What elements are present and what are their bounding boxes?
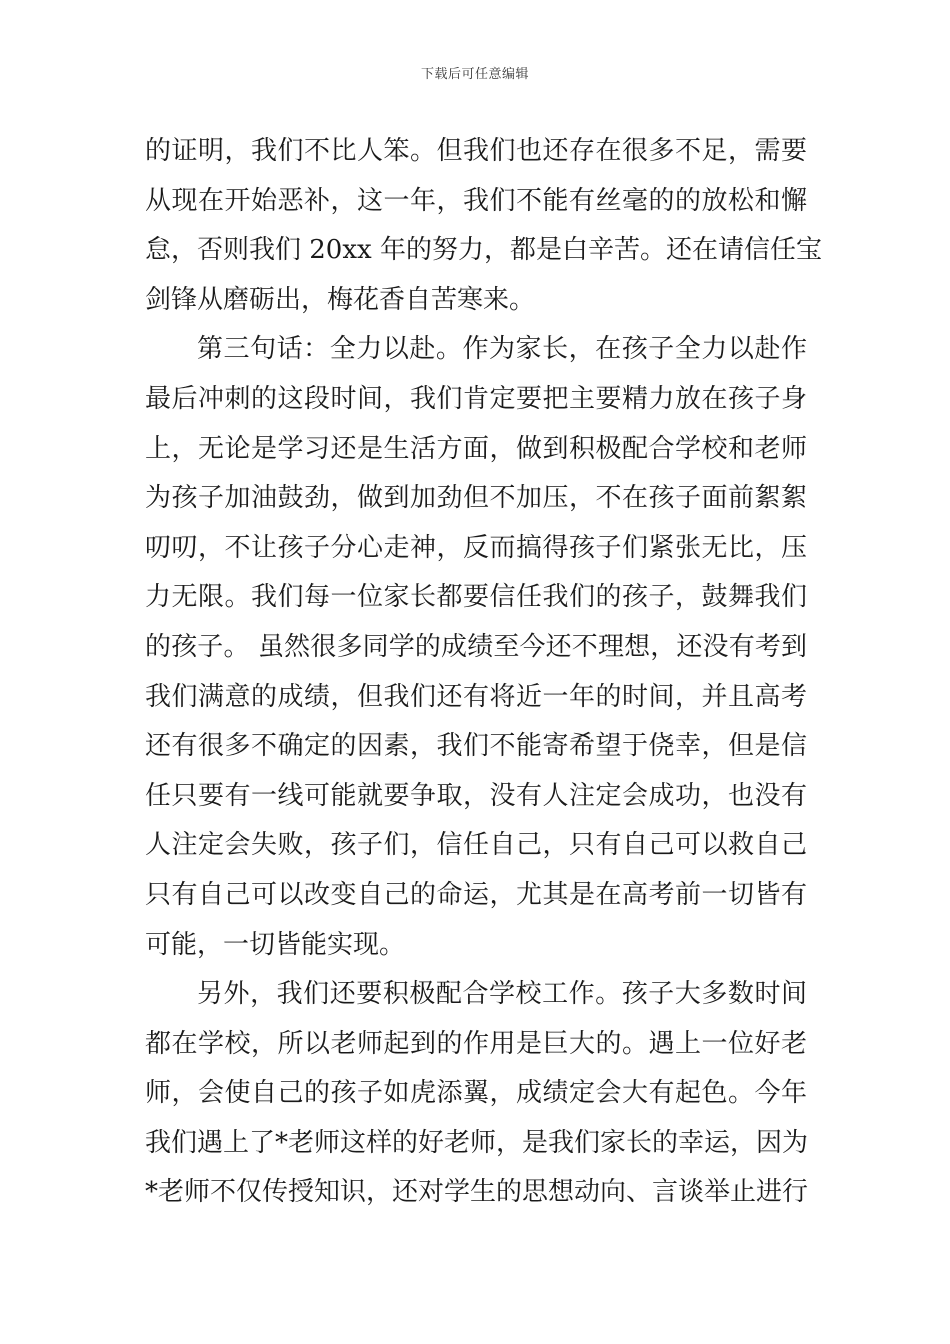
text-line: 还有很多不确定的因素，我们不能寄希望于侥幸，但是信 — [145, 731, 807, 762]
text-line: 怠，否则我们 20xx 年的努力，都是白辛苦。还在请信任宝 — [145, 235, 822, 266]
text-line: 的孩子。 虽然很多同学的成绩至今还不理想，还没有考到 — [145, 631, 807, 662]
text-line: 剑锋从磨砺出，梅花香自苦寒来。 — [145, 284, 536, 315]
text-line: 最后冲刺的这段时间，我们肯定要把主要精力放在孩子身 — [145, 383, 807, 414]
text-line: 人注定会失败，孩子们，信任自己，只有自己可以救自己 — [145, 830, 807, 861]
text-line: 都在学校，所以老师起到的作用是巨大的。遇上一位好老 — [145, 1028, 807, 1059]
text-line: 任只要有一线可能就要争取，没有人注定会成功，也没有 — [145, 780, 807, 811]
text-line: 从现在开始恶补，这一年，我们不能有丝毫的的放松和懈 — [145, 185, 807, 216]
text-line: 上，无论是学习还是生活方面，做到积极配合学校和老师 — [145, 433, 807, 464]
paragraph-3 — [145, 970, 807, 1218]
text-line: 可能，一切皆能实现。 — [145, 929, 406, 960]
text-line: 力无限。我们每一位家长都要信任我们的孩子，鼓舞我们 — [145, 582, 807, 613]
document-body — [145, 127, 822, 1218]
text-line: 我们遇上了*老师这样的好老师，是我们家长的幸运，因为 — [145, 1127, 809, 1158]
text-line: 为孩子加油鼓劲，做到加劲但不加压，不在孩子面前絮絮 — [145, 483, 807, 514]
page-header: 下载后可任意编辑 — [420, 67, 529, 82]
text-line: *老师不仅传授知识，还对学生的思想动向、言谈举止进行 — [145, 1177, 809, 1208]
text-line: 只有自己可以改变自己的命运，尤其是在高考前一切皆有 — [145, 879, 807, 910]
text-line: 叨叨，不让孩子分心走神，反而搞得孩子们紧张无比，压 — [145, 532, 807, 563]
text-line: 第三句话：全力以赴。作为家长，在孩子全力以赴作 — [197, 334, 807, 365]
paragraph-1 — [145, 127, 822, 325]
text-line: 我们满意的成绩，但我们还有将近一年的时间，并且高考 — [145, 681, 807, 712]
text-line: 的证明，我们不比人笨。但我们也还存在很多不足，需要 — [145, 136, 807, 166]
paragraph-2 — [145, 325, 807, 970]
text-line: 另外，我们还要积极配合学校工作。孩子大多数时间 — [197, 979, 807, 1010]
text-line: 师，会使自己的孩子如虎添翼，成绩定会大有起色。今年 — [145, 1078, 807, 1109]
